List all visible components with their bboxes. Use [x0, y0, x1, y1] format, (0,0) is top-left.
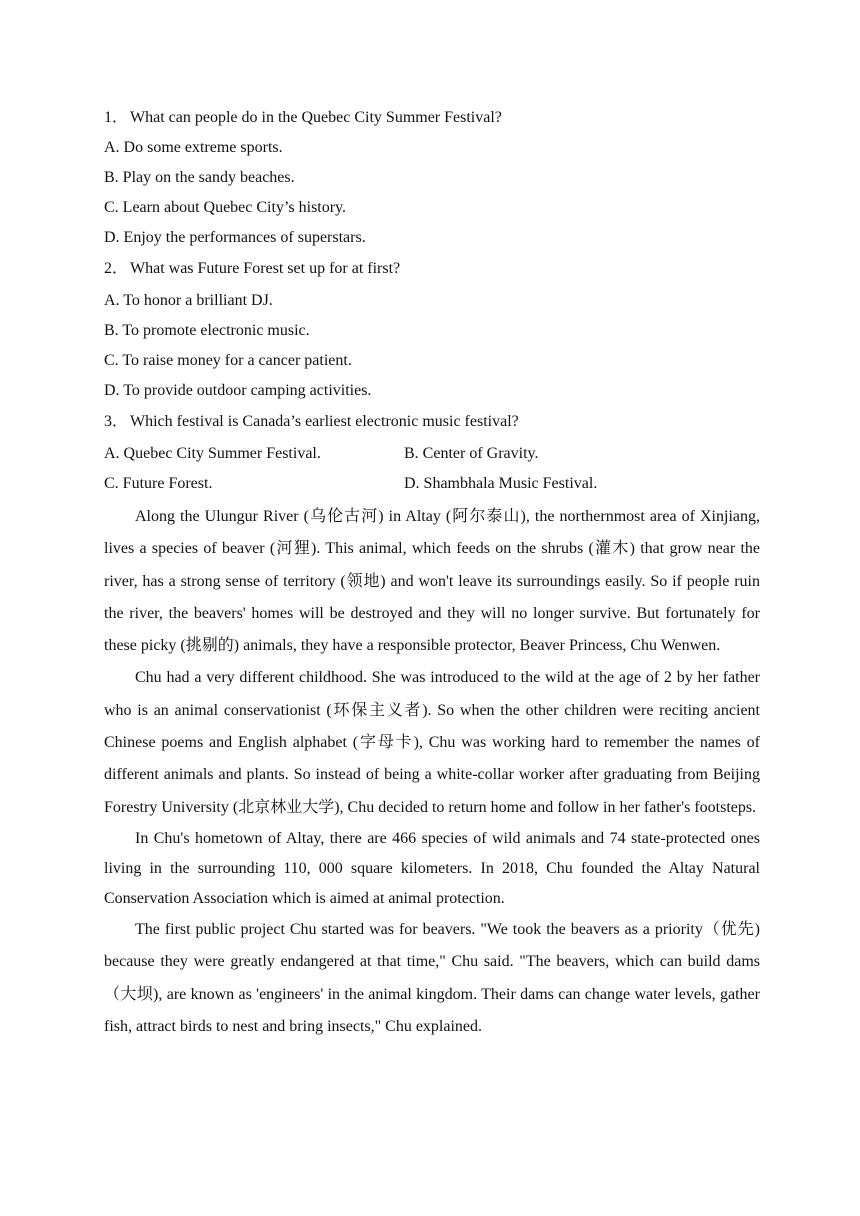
option-c: C. To raise money for a cancer patient. [104, 352, 352, 369]
option-d: D. Enjoy the performances of superstars. [104, 229, 366, 246]
question-3 [104, 407, 760, 437]
question-number: 3． [104, 413, 129, 430]
question-number: 1． [104, 109, 129, 126]
options-row [104, 469, 760, 499]
option-c: C. Learn about Quebec City’s history. [104, 199, 347, 216]
question-1 [104, 103, 760, 133]
option-b: B. Center of Gravity. [404, 445, 539, 462]
passage-paragraph-1: Along the Ulungur River (乌伦古河) in Altay (阿尔泰山), the northernmost area of Xinjiang, lives a species of beaver (河狸). This animal, which feeds on the shrubs (灌木) that grow near the river, has a strong sense of territory (领地) and won't leave its surroundings easily. So if people ruin the river, the beavers' homes will be destroyed and they will no longer survive. But fortunately for these picky (挑剔的) animals, they have a responsible protector, Beaver Princess, Chu Wenwen. [104, 508, 760, 655]
option-d: D. Shambhala Music Festival. [404, 475, 598, 492]
option-b: B. Play on the sandy beaches. [104, 169, 295, 186]
option-a: A. Do some extreme sports. [104, 139, 283, 156]
passage-paragraph-3: In Chu's hometown of Altay, there are 466 species of wild animals and 74 state-protected ones living in the surrounding 110, 000 square kilometers. In 2018, Chu founded the Altay Natural Conservation Association which is aimed at animal protection. [104, 829, 760, 907]
question-number: 2． [104, 260, 129, 277]
option-d: D. To provide outdoor camping activities. [104, 382, 372, 399]
question-stem: What was Future Forest set up for at first? [130, 260, 401, 277]
option-b: B. To promote electronic music. [104, 322, 310, 339]
question-2 [104, 254, 760, 284]
passage-paragraph-4: The first public project Chu started was for beavers. "We took the beavers as a priority（优先) because they were greatly endangered at that time," Chu said. "The beavers, which can build dams（大坝), are known as 'engineers' in the animal kingdom. Their dams can change water levels, gather fish, attract birds to nest and bring insects," Chu explained. [104, 920, 760, 1035]
option-a: A. To honor a brilliant DJ. [104, 292, 273, 309]
question-stem: Which festival is Canada’s earliest electronic music festival? [130, 413, 519, 430]
passage-paragraph-2: Chu had a very different childhood. She was introduced to the wild at the age of 2 by her father who is an animal conservationist (环保主义者). So when the other children were reciting ancient Chinese poems and English alphabet (字母卡), Chu was working hard to remember the names of different animals and plants. So instead of being a white-collar worker after graduating from Beijing Forestry University (北京林业大学), Chu decided to return home and follow in her father's footsteps. [104, 669, 760, 816]
question-stem: What can people do in the Quebec City Summer Festival? [130, 109, 502, 126]
option-c: C. Future Forest. [104, 475, 213, 492]
document-content [104, 103, 760, 1043]
options-row [104, 439, 760, 469]
option-a: A. Quebec City Summer Festival. [104, 445, 321, 462]
